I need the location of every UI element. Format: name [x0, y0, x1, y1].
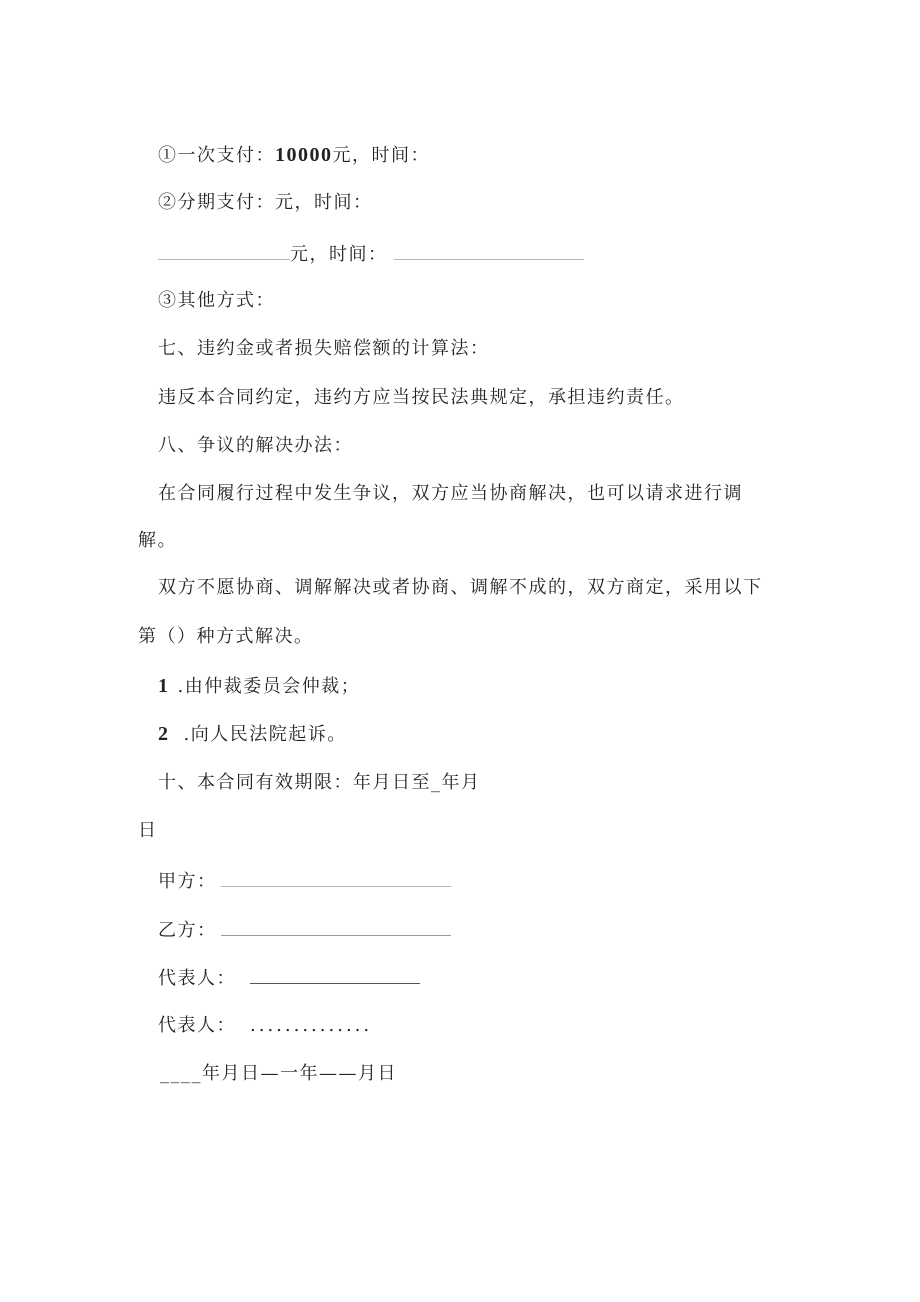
section7-heading: 七、违约金或者损失赔偿额的计算法：: [158, 338, 490, 359]
payment-one-time-suffix: 元，时间：: [332, 145, 430, 166]
signing-date: ____年月日—一年——月日: [160, 1063, 397, 1084]
party-a-label: 甲方：: [158, 871, 217, 892]
section8-para2-line1: 双方不愿协商、调解解决或者协商、调解不成的，双方商定，采用以下: [158, 577, 763, 598]
party-b-label: 乙方：: [158, 920, 217, 941]
representative-2-dots: ..............: [250, 1015, 373, 1036]
representative-1: [158, 965, 420, 991]
section10-line2: 日: [138, 820, 158, 841]
section7-body: 违反本合同约定，违约方应当按民法典规定，承担违约责任。: [158, 387, 685, 408]
option2-number: 2: [158, 723, 170, 745]
party-a: [158, 868, 451, 894]
installment-date-blank: [394, 241, 584, 260]
payment-installment-suffix: 元，时间：: [275, 192, 373, 213]
representative-1-blank: [250, 965, 420, 984]
payment-installment-line2: [158, 241, 584, 267]
section8-option1: [158, 674, 360, 699]
option1-text: .由仲裁委员会仲裁；: [177, 676, 361, 697]
party-b-blank: [221, 917, 451, 936]
section8-para1-line2: 解。: [138, 530, 177, 551]
payment-one-time: [158, 143, 430, 168]
section8-option2: [158, 722, 347, 747]
payment-installment-label: ②分期支付：: [158, 192, 275, 213]
installment-amount-blank: [158, 241, 290, 260]
payment-one-time-prefix: ①一次支付：: [158, 145, 275, 166]
representative-1-label: 代表人：: [158, 968, 236, 989]
payment-installment: [158, 191, 373, 215]
representative-2-label: 代表人：: [158, 1015, 236, 1036]
section8-para1-line1: 在合同履行过程中发生争议，双方应当协商解决，也可以请求进行调: [158, 483, 743, 504]
payment-other-label: ③其他方式：: [158, 290, 275, 311]
section8-para2-line2: 第（）种方式解决。: [138, 626, 314, 647]
party-a-blank: [221, 868, 451, 887]
option2-text: .向人民法院起诉。: [183, 724, 347, 745]
representative-2: [158, 1014, 372, 1038]
payment-installment-line2-mid: 元，时间：: [290, 244, 388, 265]
payment-one-time-amount: 10000: [275, 144, 333, 166]
payment-other: [158, 289, 275, 313]
option1-number: 1: [158, 675, 170, 697]
party-b: [158, 917, 451, 943]
section8-heading: 八、争议的解决办法：: [158, 435, 353, 456]
section10-line1: 十、本合同有效期限：年月日至_年月: [158, 772, 481, 793]
